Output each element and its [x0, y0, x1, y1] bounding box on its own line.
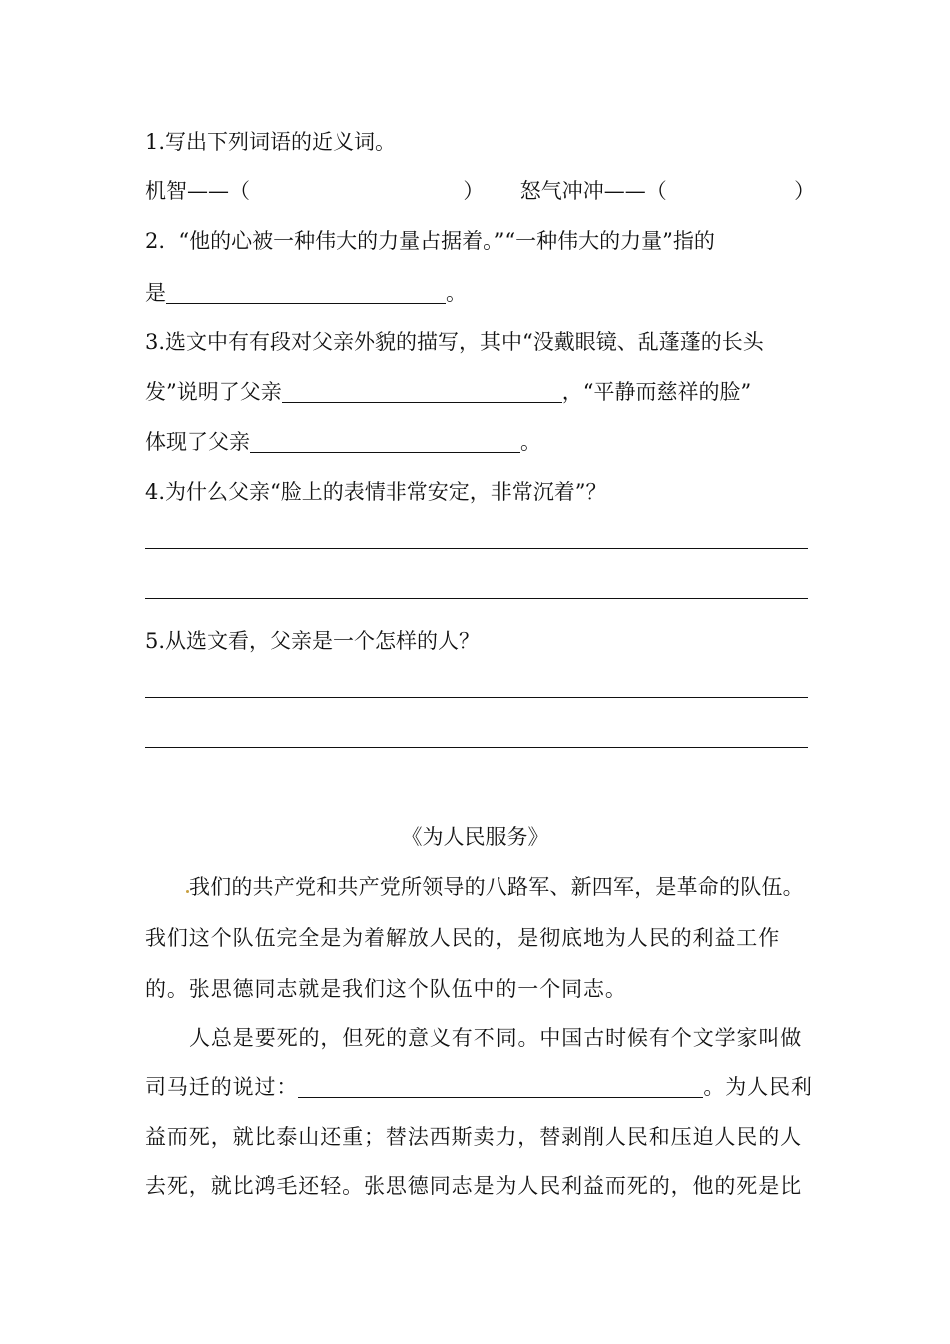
question-3-line-1: 3.选文中有有段对父亲外貌的描写，其中“没戴眼镜、乱蓬蓬的长头 [145, 330, 764, 354]
question-3-suffix-1: ，“平静而慈祥的脸” [561, 380, 752, 404]
question-4-answer-line-1[interactable] [145, 548, 808, 549]
question-3-line-2 [145, 378, 808, 406]
question-1-prompt: 1.写出下列词语的近义词。 [145, 130, 397, 154]
synonym-term-2: 怒气冲冲——（ [519, 179, 667, 203]
question-3-suffix-2: 。 [520, 430, 541, 454]
question-3-line-3 [145, 428, 808, 456]
quote-suffix: 。为人民利 [703, 1075, 813, 1099]
question-2-line-1: 2. “他的心被一种伟大的力量占据着。”“一种伟大的力量”指的 [145, 229, 715, 253]
question-5-prompt: 5.从选文看，父亲是一个怎样的人？ [145, 629, 481, 653]
quote-prefix: 司马迁的说过： [145, 1075, 299, 1099]
question-2-suffix: 。 [446, 281, 467, 305]
passage-paragraph-1-line-1: 我们的共产党和共产党所领导的八路军、新四军，是革命的队伍。 [189, 875, 804, 899]
question-2-prefix: 是 [145, 281, 166, 305]
passage-paragraph-2-line-3: 益而死，就比泰山还重；替法西斯卖力，替剥削人民和压迫人民的人 [145, 1125, 802, 1149]
question-4-answer-line-2[interactable] [145, 598, 808, 599]
question-5-answer-line-2[interactable] [145, 747, 808, 748]
passage-title: 《为人民服务》 [401, 825, 549, 849]
question-3-prefix-1: 发”说明了父亲 [145, 380, 282, 404]
question-3-answer-blank-2[interactable] [250, 430, 520, 453]
synonym-close-2: ） [794, 179, 816, 203]
passage-paragraph-2-line-1: 人总是要死的，但死的意义有不同。中国古时候有个文学家叫做 [189, 1026, 803, 1050]
passage-paragraph-1-line-3: 的。张思德同志就是我们这个队伍中的一个同志。 [145, 977, 627, 1001]
question-2-answer-blank[interactable] [166, 281, 446, 304]
question-1-answers [145, 177, 816, 205]
passage-paragraph-2-line-4: 去死，就比鸿毛还轻。张思德同志是为人民利益而死的，他的死是比 [145, 1174, 802, 1198]
question-3-answer-blank-1[interactable] [282, 380, 562, 403]
synonym-term-1: 机智——（ [145, 179, 250, 203]
quote-answer-blank[interactable] [298, 1075, 703, 1098]
question-4-prompt: 4.为什么父亲“脸上的表情非常安定，非常沉着”？ [145, 480, 607, 504]
passage-paragraph-2-line-2 [145, 1073, 813, 1101]
question-5-answer-line-1[interactable] [145, 697, 808, 698]
question-2-line-2 [145, 279, 808, 307]
synonym-close-1: ） [463, 179, 485, 203]
passage-paragraph-1-line-2: 我们这个队伍完全是为着解放人民的，是彻底地为人民的利益工作 [145, 926, 781, 950]
question-3-prefix-2: 体现了父亲 [145, 430, 250, 454]
